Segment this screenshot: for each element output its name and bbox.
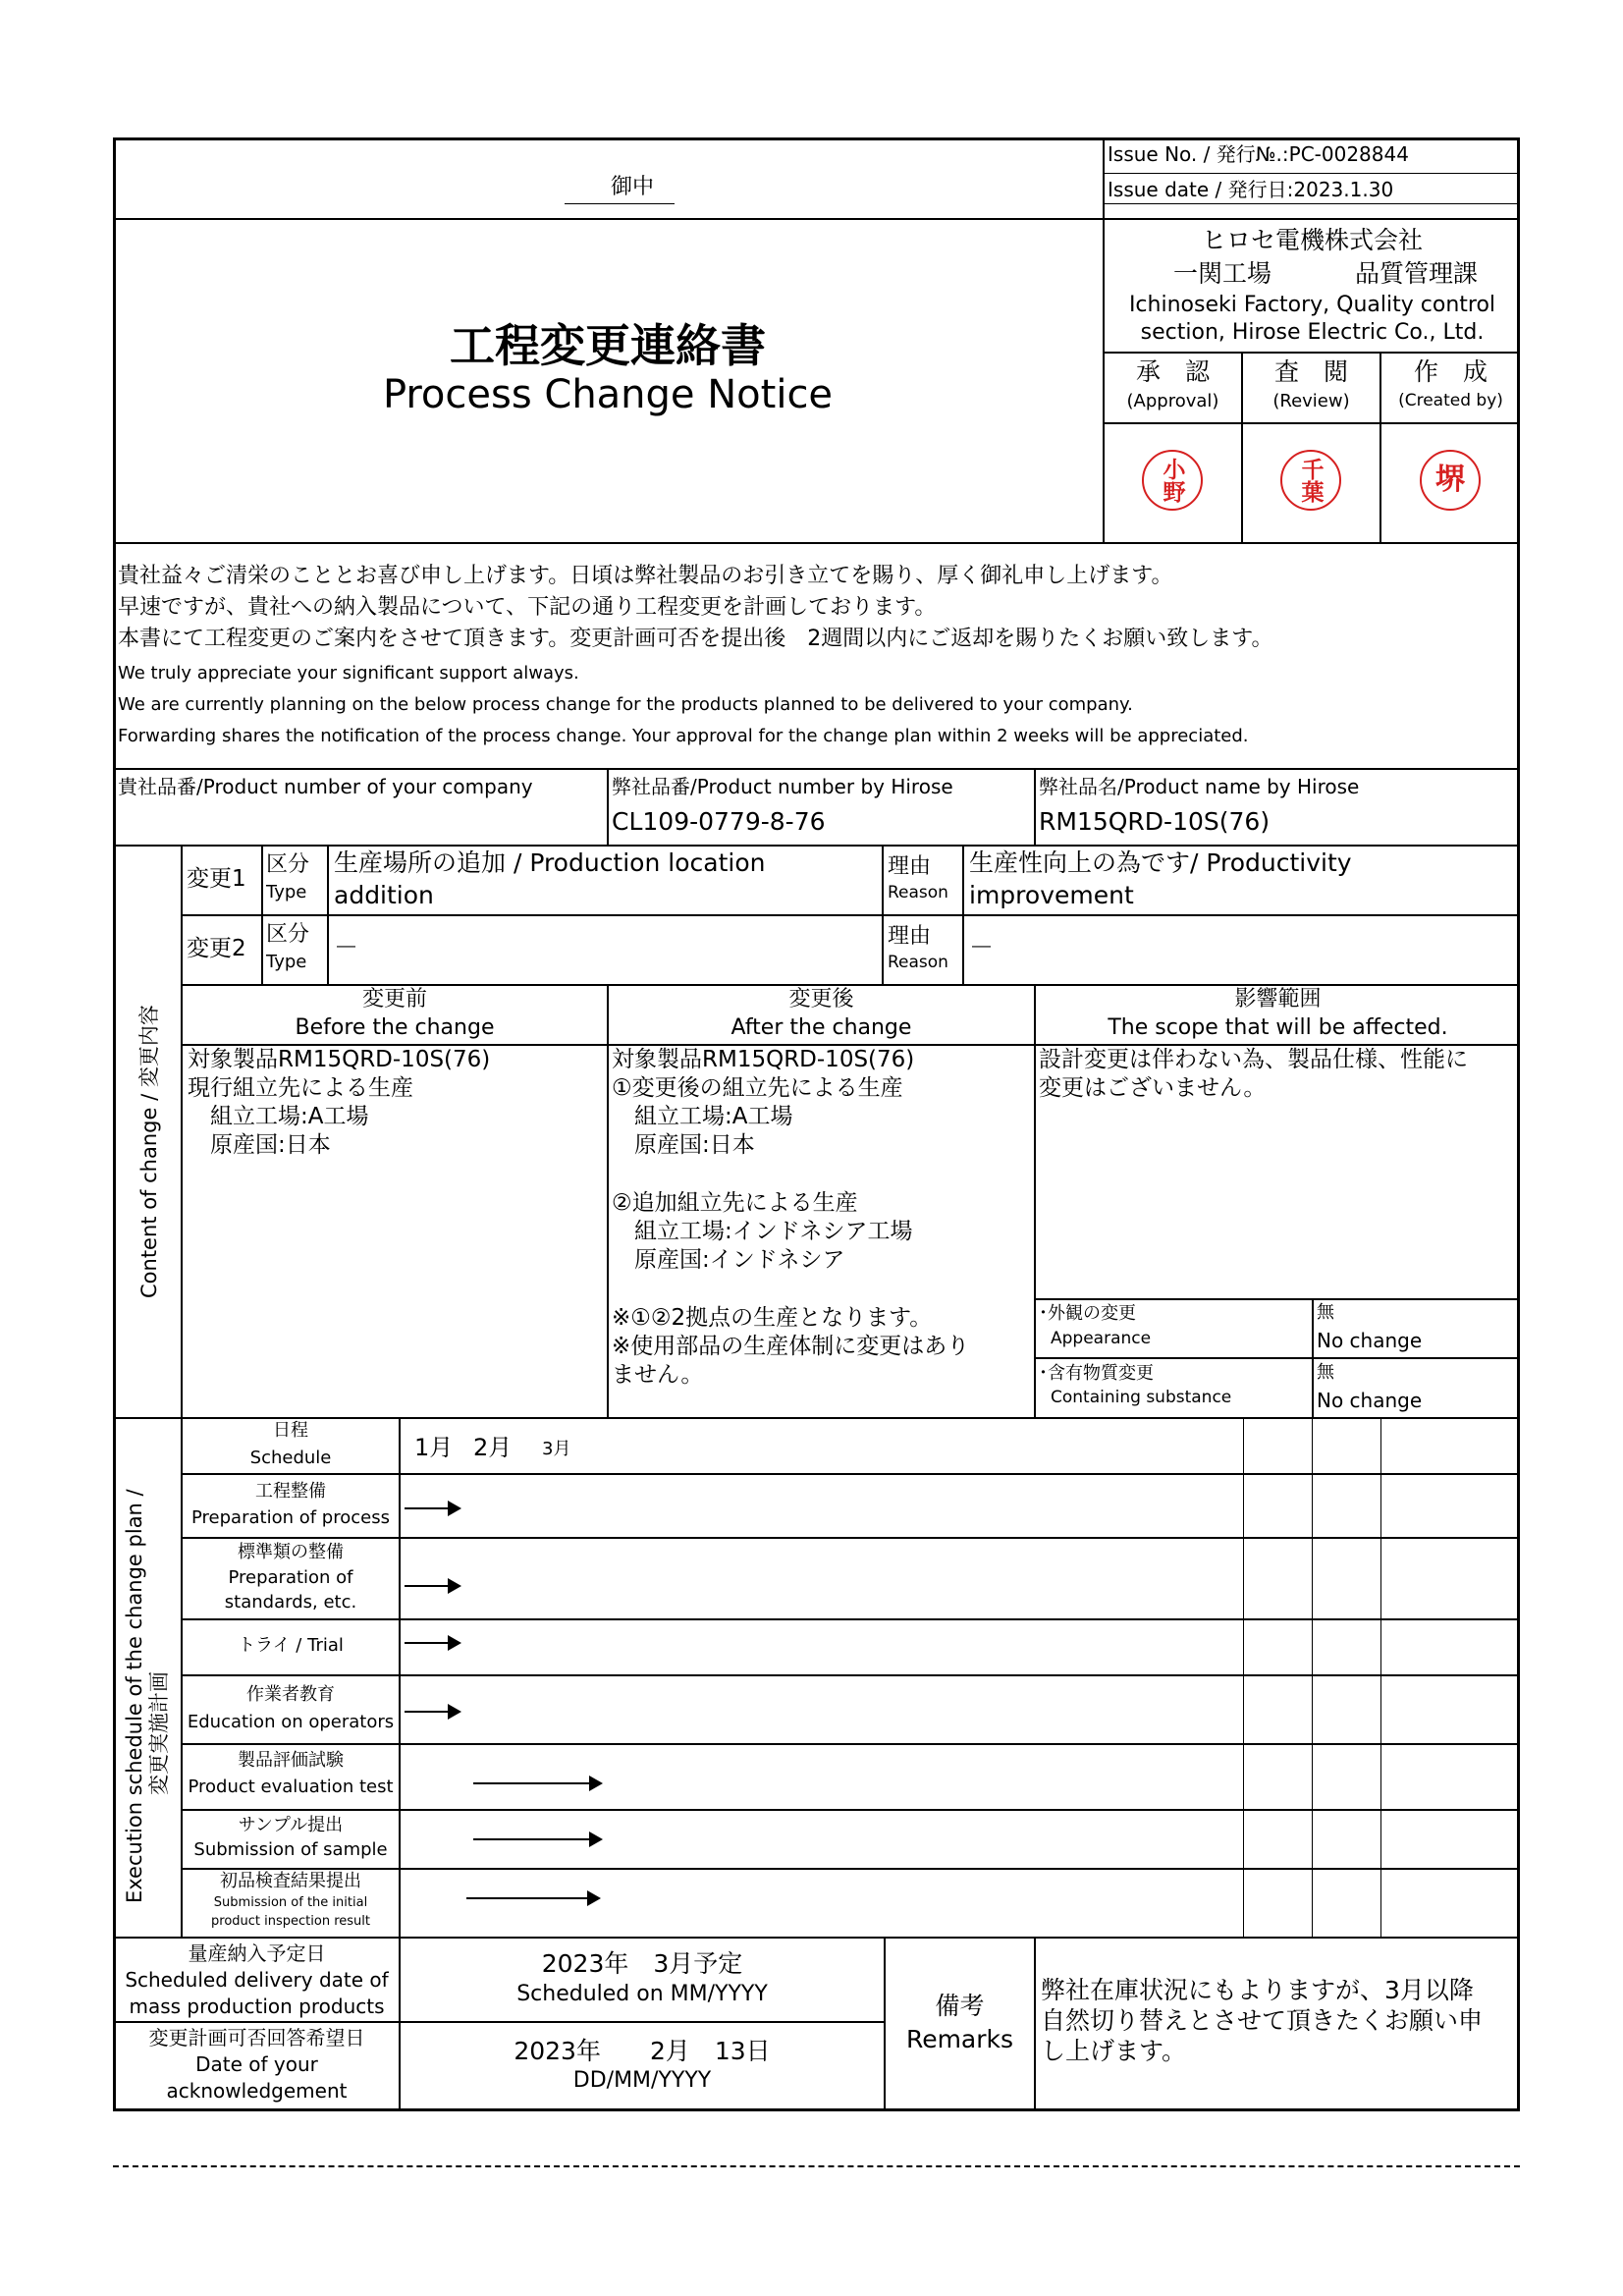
change2-type-en: Type bbox=[266, 952, 307, 972]
schedule-arrow bbox=[405, 1642, 460, 1644]
mass-production-date: 2023年 3月予定 bbox=[541, 1949, 743, 1978]
schedule-row-en: Product evaluation test bbox=[188, 1777, 394, 1797]
change1-type-line1: 生産場所の追加 / Production location bbox=[334, 848, 766, 877]
acknowledgement-format: DD/MM/YYYY bbox=[572, 2068, 712, 2093]
hirose-product-name-value: RM15QRD-10S(76) bbox=[1039, 807, 1271, 836]
company-line2-en: section, Hirose Electric Co., Ltd. bbox=[1140, 320, 1485, 345]
issue-date-value: 2023.1.30 bbox=[1293, 178, 1394, 201]
change1-reason-line2: improvement bbox=[969, 881, 1134, 909]
change1-reason-jp: 理由 bbox=[888, 854, 932, 879]
month-2: 2月 bbox=[473, 1434, 513, 1461]
before-header-jp: 変更前 bbox=[361, 987, 427, 1011]
substance-en: Containing substance bbox=[1051, 1388, 1232, 1407]
after-line: 組立工場:インドネシア工場 bbox=[612, 1219, 913, 1244]
mass-production-label-en2: mass production products bbox=[129, 1995, 385, 2018]
schedule-row-jp: トライ / Trial bbox=[238, 1635, 344, 1656]
change2-reason-en: Reason bbox=[888, 953, 948, 972]
intro-en-2: We are currently planning on the below process change for the products planned to be delivered to your company. bbox=[118, 694, 1133, 715]
after-line: ①変更後の組立先による生産 bbox=[612, 1075, 903, 1101]
mass-production-label-jp: 量産納入予定日 bbox=[188, 1941, 326, 1965]
scope-line: 設計変更は伴わない為、製品仕様、性能に bbox=[1039, 1047, 1468, 1072]
schedule-arrow bbox=[466, 1897, 599, 1899]
after-line: ※①②2拠点の生産となります。 bbox=[612, 1305, 933, 1331]
after-line: ません。 bbox=[612, 1362, 704, 1388]
company-name-jp: ヒロセ電機株式会社 bbox=[1201, 226, 1423, 254]
before-line: 現行組立先による生産 bbox=[188, 1075, 413, 1101]
schedule-arrow bbox=[405, 1585, 460, 1587]
created-by-label-en: (Created by) bbox=[1398, 391, 1503, 410]
schedule-arrow bbox=[473, 1782, 601, 1784]
schedule-row-jp: 作業者教育 bbox=[246, 1684, 335, 1705]
schedule-row-jp: 標準類の整備 bbox=[238, 1542, 344, 1562]
appearance-value-jp: 無 bbox=[1317, 1302, 1334, 1323]
schedule-side-label bbox=[123, 1489, 172, 1903]
acknowledgement-label-jp: 変更計画可否回答希望日 bbox=[148, 2026, 365, 2050]
remarks-line: 弊社在庫状況にもよりますが、3月以降 bbox=[1041, 1976, 1474, 2004]
substance-value-en: No change bbox=[1317, 1389, 1423, 1412]
change2-type-value: － bbox=[334, 933, 359, 961]
after-line: ②追加組立先による生産 bbox=[612, 1190, 858, 1216]
before-header-en: Before the change bbox=[295, 1015, 495, 1040]
acknowledgement-label-en1: Date of your bbox=[195, 2052, 318, 2076]
intro-en-3: Forwarding shares the notification of the process change. Your approval for the change plan within 2 weeks will be appreciated. bbox=[118, 726, 1249, 746]
schedule-row-jp: 製品評価試験 bbox=[238, 1750, 344, 1771]
hirose-product-no-value: CL109-0779-8-76 bbox=[612, 807, 826, 836]
substance-jp: ･含有物質変更 bbox=[1039, 1363, 1154, 1384]
schedule-side-label-en: Execution schedule of the change plan / bbox=[123, 1489, 146, 1903]
review-seal: 千葉 bbox=[1280, 450, 1341, 511]
before-line: 組立工場:A工場 bbox=[188, 1104, 369, 1129]
schedule-row-en: Preparation of process bbox=[191, 1507, 390, 1528]
month-1: 1月 bbox=[414, 1434, 454, 1461]
appearance-value-en: No change bbox=[1317, 1329, 1423, 1352]
intro-jp-2: 早速ですが、貴社への納入製品について、下記の通り工程変更を計画しております。 bbox=[118, 595, 937, 620]
schedule-row-jp: 初品検査結果提出 bbox=[220, 1871, 361, 1891]
schedule-arrow bbox=[473, 1838, 601, 1840]
acknowledgement-label-en2: acknowledgement bbox=[166, 2079, 348, 2103]
factory-jp: 一関工場 bbox=[1173, 259, 1272, 288]
approval-label-en: (Approval) bbox=[1126, 391, 1219, 411]
remarks-label-en: Remarks bbox=[905, 2025, 1014, 2053]
after-line: 原産国:日本 bbox=[612, 1132, 755, 1158]
hirose-product-name-label: 弊社品名/Product name by Hirose bbox=[1039, 775, 1360, 798]
change1-type-en: Type bbox=[266, 882, 307, 902]
acknowledgement-date: 2023年 2月 13日 bbox=[514, 2037, 771, 2065]
intro-jp-3: 本書にて工程変更のご案内をさせて頂きます。変更計画可否を提出後 2週間以内にご返却を賜りたくお願い致します。 bbox=[118, 627, 1273, 651]
schedule-row-en: Preparation of bbox=[228, 1567, 353, 1588]
schedule-arrow bbox=[405, 1711, 460, 1713]
appearance-en: Appearance bbox=[1051, 1329, 1152, 1348]
remarks-label-jp: 備考 bbox=[935, 1992, 985, 2020]
schedule-row-en2: standards, etc. bbox=[224, 1592, 357, 1613]
change2-reason-value: － bbox=[969, 933, 995, 961]
schedule-header-en: Schedule bbox=[249, 1448, 332, 1468]
title-en: Process Change Notice bbox=[382, 372, 834, 417]
change1-reason-en: Reason bbox=[888, 883, 948, 902]
review-label-en: (Review) bbox=[1272, 391, 1350, 411]
scope-line: 変更はございません。 bbox=[1039, 1075, 1267, 1101]
change1-label: 変更1 bbox=[187, 866, 246, 892]
company-line1-en: Ichinoseki Factory, Quality control bbox=[1128, 293, 1496, 317]
schedule-row-en: Education on operators bbox=[187, 1712, 395, 1732]
before-line: 原産国:日本 bbox=[188, 1132, 331, 1158]
mass-production-label-en1: Scheduled delivery date of bbox=[125, 1968, 389, 1992]
after-line: 組立工場:A工場 bbox=[612, 1104, 793, 1129]
change1-reason-line1: 生産性向上の為です/ Productivity bbox=[969, 848, 1352, 877]
remarks-line: し上げます。 bbox=[1041, 2037, 1187, 2065]
customer-product-label: 貴社品番/Product number of your company bbox=[118, 775, 533, 798]
after-line: ※使用部品の生産体制に変更はあり bbox=[612, 1334, 970, 1359]
schedule-row-en: Submission of the initial bbox=[213, 1895, 368, 1910]
remarks-line: 自然切り替えとさせて頂きたくお願い申 bbox=[1041, 2006, 1484, 2035]
scope-header-jp: 影響範囲 bbox=[1234, 987, 1322, 1011]
schedule-row-en2: product inspection result bbox=[211, 1914, 370, 1929]
created-by-seal: 堺 bbox=[1420, 450, 1481, 511]
schedule-row-jp: 工程整備 bbox=[255, 1481, 326, 1502]
cut-line bbox=[113, 2165, 1520, 2167]
review-label: 査 閲 bbox=[1273, 357, 1348, 386]
change1-type-line2: addition bbox=[334, 881, 434, 909]
recipient-suffix: 御中 bbox=[611, 175, 655, 199]
approval-label: 承 認 bbox=[1135, 357, 1210, 386]
month-3: 3月 bbox=[542, 1439, 571, 1459]
after-header-en: After the change bbox=[730, 1015, 912, 1040]
change2-type-jp: 区分 bbox=[266, 922, 310, 947]
title-jp: 工程変更連絡書 bbox=[450, 319, 766, 372]
intro-jp-1: 貴社益々ご清栄のこととお喜び申し上げます。日頃は弊社製品のお引き立てを賜り、厚く御礼申し上げます。 bbox=[118, 564, 1173, 588]
appearance-jp: ･外観の変更 bbox=[1039, 1303, 1136, 1324]
issue-date bbox=[1108, 178, 1393, 201]
issue-date-label: Issue date / 発行日: bbox=[1108, 178, 1294, 201]
issue-no-value: PC-0028844 bbox=[1288, 142, 1409, 166]
change2-reason-jp: 理由 bbox=[888, 924, 932, 949]
schedule-row-en: Submission of sample bbox=[193, 1839, 388, 1860]
after-line: 対象製品RM15QRD-10S(76) bbox=[612, 1047, 915, 1072]
created-by-label: 作 成 bbox=[1413, 357, 1488, 386]
intro-en-1: We truly appreciate your significant support always. bbox=[118, 663, 579, 683]
issue-no-label: Issue No. / 発行№.: bbox=[1108, 142, 1289, 166]
substance-value-jp: 無 bbox=[1317, 1362, 1334, 1383]
schedule-side-label-jp: 変更実施計画 bbox=[147, 1671, 172, 1795]
schedule-arrow bbox=[405, 1507, 460, 1509]
change1-type-jp: 区分 bbox=[266, 852, 310, 877]
content-side-label: Content of change / 変更内容 bbox=[137, 1005, 161, 1298]
change2-label: 変更2 bbox=[187, 936, 246, 961]
scope-header-en: The scope that will be affected. bbox=[1108, 1015, 1448, 1040]
section-jp: 品質管理課 bbox=[1355, 259, 1479, 288]
mass-production-format: Scheduled on MM/YYYY bbox=[516, 1982, 768, 2006]
after-line: 原産国:インドネシア bbox=[612, 1247, 845, 1273]
issue-no bbox=[1108, 142, 1409, 166]
approval-seal: 小野 bbox=[1142, 450, 1203, 511]
after-header-jp: 変更後 bbox=[788, 987, 854, 1011]
schedule-row-jp: サンプル提出 bbox=[238, 1815, 344, 1835]
schedule-header-jp: 日程 bbox=[273, 1420, 308, 1441]
hirose-product-no-label: 弊社品番/Product number by Hirose bbox=[612, 775, 953, 798]
before-line: 対象製品RM15QRD-10S(76) bbox=[188, 1047, 491, 1072]
